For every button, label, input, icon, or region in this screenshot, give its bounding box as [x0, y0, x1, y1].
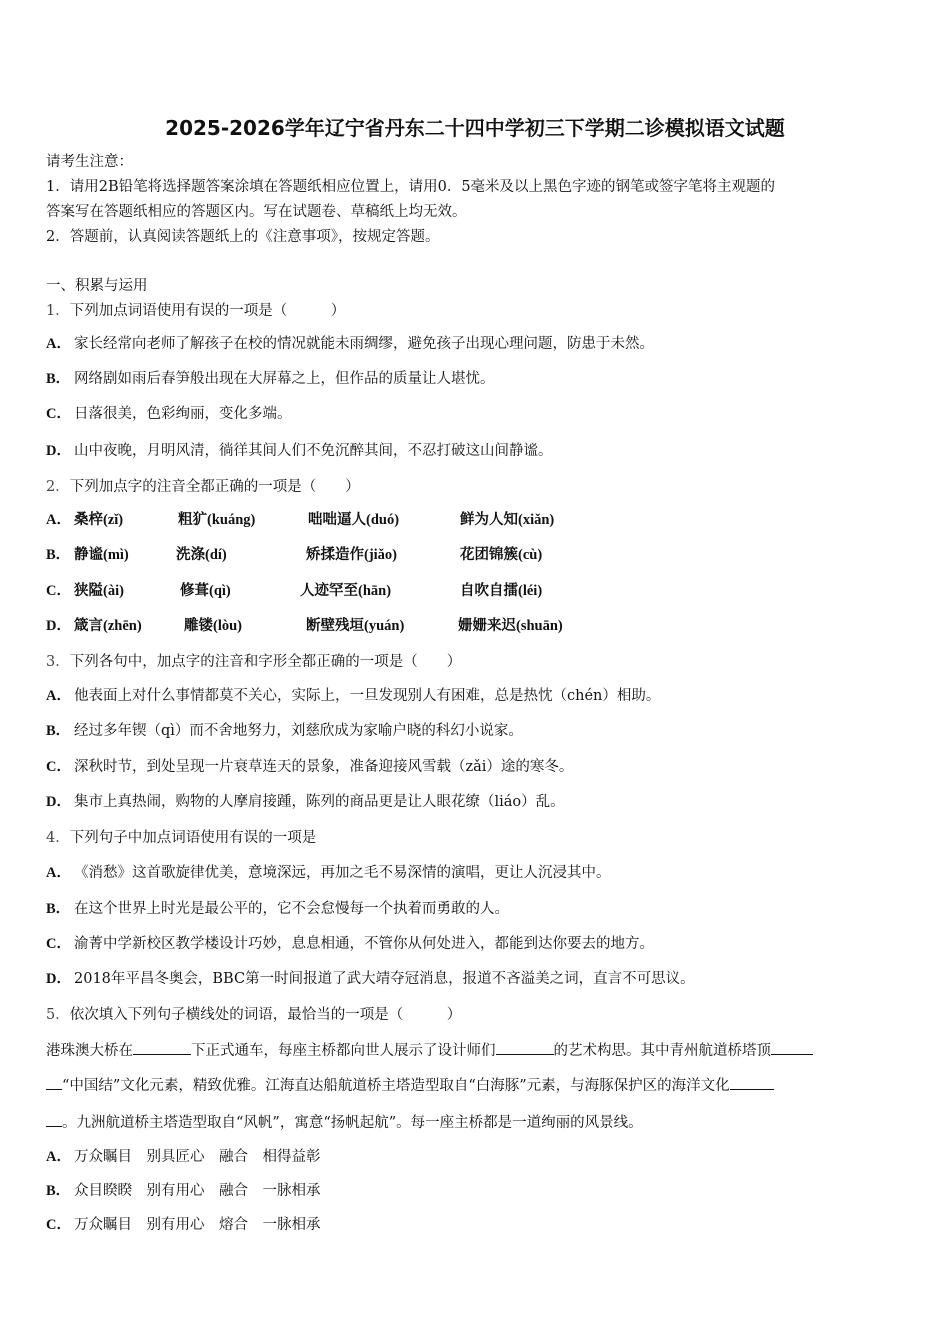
- option-text: 在这个世界上时光是最公平的，它不会怠慢每一个执着而勇敢的人。: [74, 901, 509, 917]
- option-text: 日落很美，色彩绚丽，变化多端。: [74, 406, 292, 422]
- option-text: 渝菁中学新校区教学楼设计巧妙，息息相通，不管你从何处进入，都能到达你要去的地方。: [74, 936, 654, 952]
- question-number: 4．: [46, 830, 70, 846]
- answer-blank: [496, 1040, 554, 1055]
- answer-blank: [46, 1075, 62, 1090]
- pinyin-cell: 姗姗来迟(shuān): [458, 618, 563, 634]
- question-text: 下列加点词语使用有误的一项是（ ）: [69, 303, 346, 319]
- option-text: 万众瞩目 别有用心 熔合 一脉相承: [74, 1217, 321, 1233]
- notice-heading: 请考生注意：: [46, 154, 133, 170]
- passage-text: “中国结”文化元素，精致优雅。江海直达船航道桥主塔造型取自“白海豚”元素，与海豚保护区的海洋文化: [62, 1078, 730, 1094]
- question-5-option-c: [46, 1215, 321, 1235]
- option-text: 家长经常向老师了解孩子在校的情况就能未雨绸缪，避免孩子出现心理问题，防患于未然。: [74, 336, 654, 352]
- question-5-passage-line-2: [46, 1075, 774, 1096]
- question-text: 依次填入下列句子横线处的词语，最恰当的一项是（ ）: [69, 1007, 462, 1023]
- option-label: C．: [46, 406, 71, 422]
- question-1-option-a: [46, 334, 654, 354]
- question-2-option-a: [46, 510, 906, 532]
- pinyin-cell: 花团锦簇(cù): [460, 547, 543, 563]
- pinyin-cell: 狭隘(ài): [74, 583, 124, 599]
- option-label: A．: [46, 865, 71, 881]
- question-2-option-c: [46, 581, 906, 603]
- pinyin-cell: 雕镂(lòu): [184, 618, 242, 634]
- page-title: 2025-2026学年辽宁省丹东二十四中学初三下学期二诊模拟语文试题: [165, 116, 785, 140]
- pinyin-cell: 咄咄逼人(duó): [308, 512, 400, 528]
- question-3-option-d: [46, 792, 565, 812]
- question-3-option-b: [46, 721, 523, 741]
- option-label: D．: [46, 971, 71, 987]
- question-3-option-c: [46, 757, 573, 777]
- option-text: 他表面上对什么事情都莫不关心，实际上，一旦发现别人有困难，总是热忱（chén）相助。: [74, 688, 661, 704]
- answer-blank: [46, 1112, 62, 1127]
- question-text: 下列各句中，加点字的注音和字形全都正确的一项是（ ）: [69, 654, 462, 670]
- question-4-stem: [46, 828, 316, 848]
- question-4-option-c: [46, 934, 654, 954]
- question-4-option-d: [46, 969, 695, 989]
- option-label: D．: [46, 443, 71, 459]
- option-text: 山中夜晚，月明风清，徜徉其间人们不免沉醉其间，不忍打破这山间静谧。: [74, 443, 553, 459]
- question-1-stem: [46, 301, 345, 321]
- question-number: 5．: [46, 1007, 70, 1023]
- option-text: 深秋时节，到处呈现一片衰草连天的景象，准备迎接风雪载（zǎi）途的寒冬。: [74, 759, 574, 775]
- pinyin-cell: 洗涤(dí): [176, 547, 227, 563]
- question-5-passage-line-1: [46, 1040, 813, 1061]
- pinyin-cell: 鲜为人知(xiǎn): [460, 512, 555, 528]
- option-label: C．: [46, 1217, 71, 1233]
- option-label: D．: [46, 618, 71, 634]
- option-label: C．: [46, 759, 71, 775]
- option-label: C．: [46, 936, 71, 952]
- pinyin-cell: 自吹自擂(léi): [460, 583, 543, 599]
- section-heading: 一、积累与运用: [46, 278, 148, 294]
- option-label: B．: [46, 371, 71, 387]
- passage-text: 的艺术构思。其中青州航道桥塔顶: [553, 1043, 771, 1059]
- pinyin-cell: 人迹罕至(hān): [300, 583, 392, 599]
- option-label: B．: [46, 1183, 71, 1199]
- question-4-option-a: [46, 863, 611, 883]
- question-1-option-c: [46, 404, 292, 424]
- notice-item-2: 2．答题前，认真阅读答题纸上的《注意事项》，按规定答题。: [46, 229, 440, 245]
- notice-item-1-line-2: 答案写在答题纸相应的答题区内。写在试题卷、草稿纸上均无效。: [46, 204, 467, 220]
- answer-blank: [730, 1075, 774, 1090]
- passage-text: 下正式通车，每座主桥都向世人展示了设计师们: [191, 1043, 496, 1059]
- question-2-option-b: [46, 545, 906, 567]
- option-label: A．: [46, 688, 71, 704]
- question-1-option-b: [46, 369, 495, 389]
- answer-blank: [771, 1040, 813, 1055]
- question-text: 下列加点字的注音全都正确的一项是（ ）: [69, 479, 360, 495]
- option-label: C．: [46, 583, 71, 599]
- question-2-stem: [46, 477, 360, 497]
- notice-item-1-line-1: 1．请用2B铅笔将选择题答案涂填在答题纸相应位置上，请用0．5毫米及以上黑色字迹的钢笔或签字笔将主观题的: [46, 179, 776, 195]
- passage-text: 。九洲航道桥主塔造型取自“风帆”，寓意“扬帆起航”。每一座主桥都是一道绚丽的风景线。: [62, 1115, 643, 1131]
- question-number: 1．: [46, 303, 70, 319]
- option-label: A．: [46, 512, 71, 528]
- option-text: 集市上真热闹，购物的人摩肩接踵，陈列的商品更是让人眼花缭（liáo）乱。: [74, 794, 565, 810]
- option-label: A．: [46, 1149, 71, 1165]
- answer-blank: [133, 1040, 191, 1055]
- passage-text: 港珠澳大桥在: [46, 1043, 133, 1059]
- question-number: 2．: [46, 479, 70, 495]
- pinyin-cell: 断壁残垣(yuán): [306, 618, 405, 634]
- pinyin-cell: 修葺(qì): [180, 583, 231, 599]
- pinyin-cell: 粗犷(kuáng): [178, 512, 256, 528]
- option-text: 网络剧如雨后春笋般出现在大屏幕之上，但作品的质量让人堪忧。: [74, 371, 495, 387]
- option-text: 万众瞩目 别具匠心 融合 相得益彰: [74, 1149, 321, 1165]
- question-number: 3．: [46, 654, 70, 670]
- option-text: 经过多年锲（qì）而不舍地努力，刘慈欣成为家喻户晓的科幻小说家。: [74, 723, 523, 739]
- pinyin-cell: 矫揉造作(jiǎo): [306, 547, 398, 563]
- question-text: 下列句子中加点词语使用有误的一项是: [69, 830, 317, 846]
- question-3-stem: [46, 652, 461, 672]
- question-2-option-d: [46, 616, 906, 638]
- question-1-option-d: [46, 441, 553, 461]
- question-5-option-a: [46, 1147, 321, 1167]
- option-text: 众目睽睽 别有用心 融合 一脉相承: [74, 1183, 321, 1199]
- question-4-option-b: [46, 899, 509, 919]
- question-5-stem: [46, 1005, 461, 1025]
- option-label: B．: [46, 901, 71, 917]
- pinyin-cell: 桑梓(zǐ): [74, 512, 124, 528]
- option-text: 2018年平昌冬奥会，BBC第一时间报道了武大靖夺冠消息，报道不吝溢美之词，直言不可思议。: [74, 971, 695, 987]
- option-text: 《消愁》这首歌旋律优美，意境深远，再加之毛不易深情的演唱，更让人沉浸其中。: [74, 865, 611, 881]
- question-5-passage-line-3: [46, 1112, 643, 1133]
- option-label: A．: [46, 336, 71, 352]
- pinyin-cell: 静谧(mì): [74, 547, 129, 563]
- option-label: B．: [46, 547, 71, 563]
- question-3-option-a: [46, 686, 660, 706]
- option-label: B．: [46, 723, 71, 739]
- pinyin-cell: 箴言(zhēn): [74, 618, 142, 634]
- question-5-option-b: [46, 1181, 321, 1201]
- option-label: D．: [46, 794, 71, 810]
